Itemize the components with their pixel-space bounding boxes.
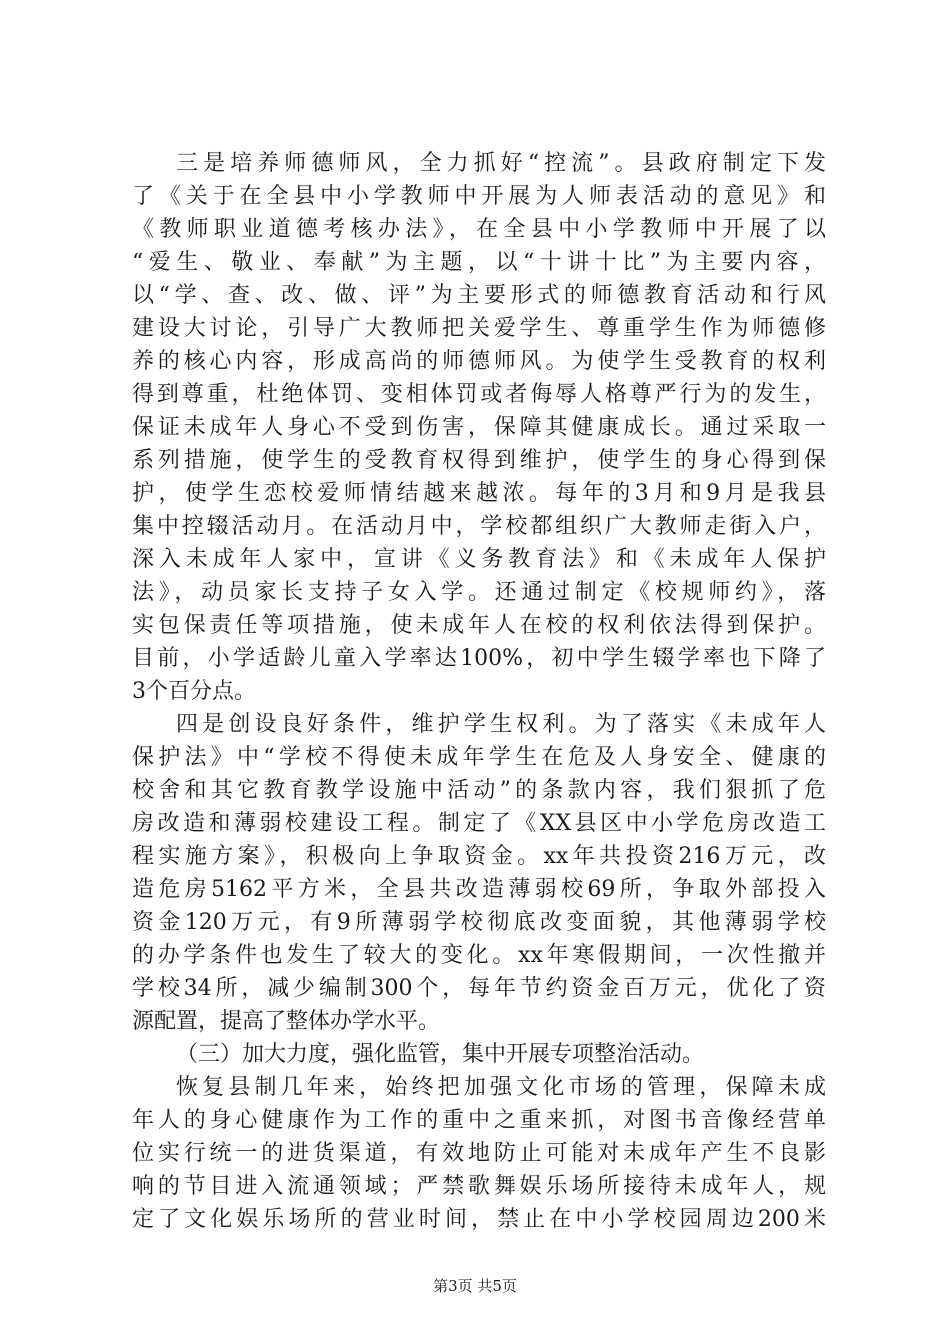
text-line: 保护法》中“学校不得使未成年学生在危及人身安全、健康的	[132, 745, 826, 770]
text-line: 目前，小学适龄儿童入学率达100%，初中学生辍学率也下降了	[132, 646, 826, 671]
document-body	[132, 147, 826, 1236]
text-line: 以“学、查、改、做、评”为主要形式的师德教育活动和行风	[132, 283, 826, 308]
text-line: 了《关于在全县中小学教师中开展为人师表活动的意见》和	[132, 184, 826, 209]
text-line: 校舍和其它教育教学设施中活动”的条款内容，我们狠抓了危	[132, 778, 826, 803]
text-line: 年人的身心健康作为工作的重中之重来抓，对图书音像经营单	[132, 1108, 826, 1133]
text-line: 养的核心内容，形成高尚的师德师风。为使学生受教育的权利	[132, 349, 826, 374]
text-line: 深入未成年人家中，宣讲《义务教育法》和《未成年人保护	[132, 547, 826, 572]
text-line: （三）加大力度，强化监管，集中开展专项整治活动。	[176, 1042, 705, 1067]
text-line: 的办学条件也发生了较大的变化。xx年寒假期间，一次性撤并	[132, 943, 826, 968]
text-line: 系列措施，使学生的受教育权得到维护，使学生的身心得到保	[132, 448, 826, 473]
text-line: 程实施方案》，积极向上争取资金。xx年共投资216万元，改	[132, 844, 826, 869]
text-line: 实包保责任等项措施，使未成年人在校的权利依法得到保护。	[132, 613, 826, 638]
text-line: 恢复县制几年来，始终把加强文化市场的管理，保障未成	[176, 1075, 826, 1100]
text-line: 造危房5162平方米，全县共改造薄弱校69所，争取外部投入	[132, 877, 826, 902]
text-line: 三是培养师德师风，全力抓好“控流”。县政府制定下发	[176, 151, 826, 176]
text-line: 四是创设良好条件，维护学生权利。为了落实《未成年人	[176, 712, 826, 737]
text-line: 保证未成年人身心不受到伤害，保障其健康成长。通过采取一	[132, 415, 826, 440]
text-line: 3个百分点。	[132, 679, 256, 704]
text-line: 法》，动员家长支持子女入学。还通过制定《校规师约》，落	[132, 580, 826, 605]
text-line: 响的节目进入流通领域；严禁歌舞娱乐场所接待未成年人，规	[132, 1174, 826, 1199]
text-line: 护，使学生恋校爱师情结越来越浓。每年的3月和9月是我县	[132, 481, 826, 506]
text-line: 位实行统一的进货渠道，有效地防止可能对未成年产生不良影	[132, 1141, 826, 1166]
text-line: 得到尊重，杜绝体罚、变相体罚或者侮辱人格尊严行为的发生，	[132, 382, 826, 407]
text-line: 建设大讨论，引导广大教师把关爱学生、尊重学生作为师德修	[132, 316, 826, 341]
text-line: 定了文化娱乐场所的营业时间，禁止在中小学校园周边200米	[132, 1207, 826, 1232]
text-line: 房改造和薄弱校建设工程。制定了《XX县区中小学危房改造工	[132, 811, 826, 836]
page-footer: 第3页 共5页	[433, 1277, 517, 1295]
text-line: 源配置，提高了整体办学水平。	[132, 1009, 441, 1034]
text-line: 资金120万元，有9所薄弱学校彻底改变面貌，其他薄弱学校	[132, 910, 826, 935]
text-line: 学校34所，减少编制300个，每年节约资金百万元，优化了资	[132, 976, 826, 1001]
text-line: “爱生、敬业、奉献”为主题，以“十讲十比”为主要内容，	[132, 250, 826, 275]
text-line: 《教师职业道德考核办法》，在全县中小学教师中开展了以	[132, 217, 826, 242]
text-line: 集中控辍活动月。在活动月中，学校都组织广大教师走街入户，	[132, 514, 826, 539]
